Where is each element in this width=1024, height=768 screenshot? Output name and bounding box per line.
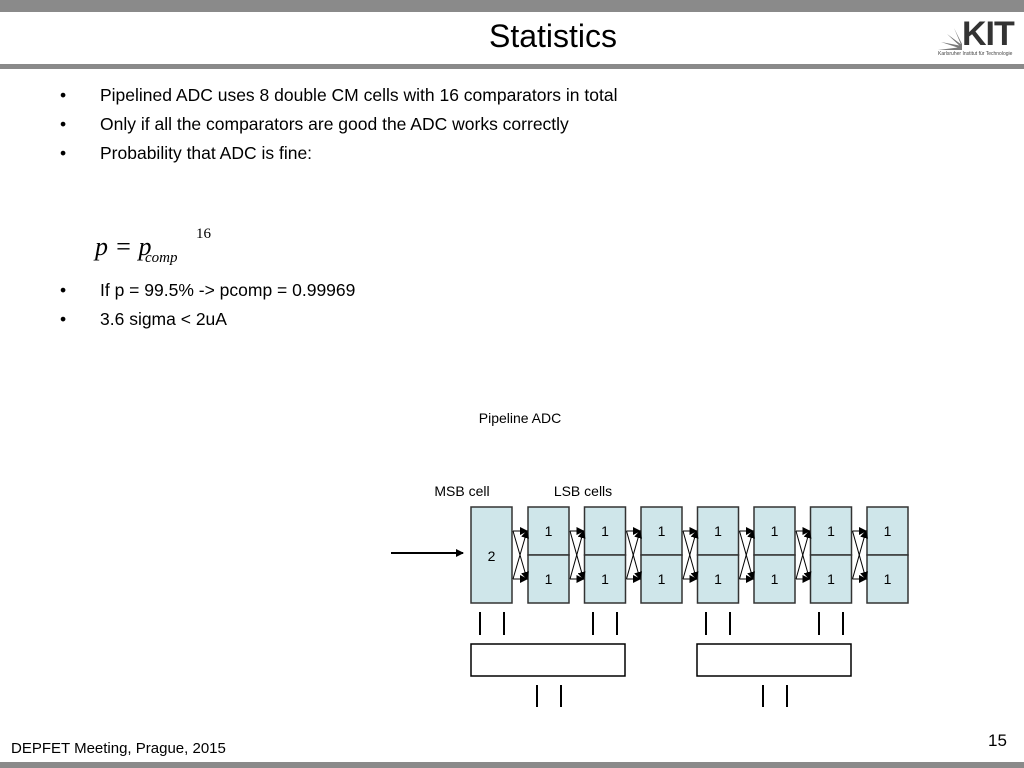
lsb-cells-group: [513, 507, 908, 603]
msb-cell-label: MSB cell: [434, 483, 490, 499]
bullet-item: • Pipelined ADC uses 8 double CM cells with 16 comparators in total: [58, 81, 617, 110]
bullet-item: • Only if all the comparators are good the ADC works correctly: [58, 110, 617, 139]
formula-main: p = p: [95, 232, 152, 261]
kit-logo-tagline: Karlsruher Institut für Technologie: [938, 51, 1013, 57]
footer-meeting: DEPFET Meeting, Prague, 2015: [11, 740, 226, 757]
page-number: 15: [988, 731, 1007, 750]
bullet-item: • 3.6 sigma < 2uA: [58, 305, 355, 334]
bottom-decoration-bar: [0, 762, 1024, 768]
formula-superscript: 16: [196, 226, 211, 242]
bullet-item: • If p = 99.5% -> pcomp = 0.99969: [58, 276, 355, 305]
output-block: [471, 644, 625, 676]
formula-subscript: comp: [145, 250, 178, 266]
lsb-cell-top-value: 1: [770, 523, 779, 539]
lsb-cell-top-value: 1: [601, 523, 609, 539]
kit-logo-wordmark: KIT: [962, 15, 1014, 53]
lsb-cell-bottom-value: 1: [544, 571, 553, 587]
lsb-cell-top-value: 1: [827, 523, 835, 539]
slide-title: Statistics: [488, 18, 618, 54]
lsb-cell-bottom-value: 1: [770, 571, 779, 587]
output-block: [697, 644, 851, 676]
lsb-cell-bottom-value: 1: [827, 571, 835, 587]
diagram-title: Pipeline ADC: [478, 410, 562, 426]
lsb-cells-label: LSB cells: [553, 483, 613, 499]
msb-cell-value: 2: [487, 548, 496, 564]
bullet-item: • Probability that ADC is fine:: [58, 139, 617, 168]
lsb-cell-top-value: 1: [544, 523, 553, 539]
lsb-cell-top-value: 1: [883, 523, 892, 539]
output-bus-group: [471, 612, 851, 707]
lsb-cell-top-value: 1: [714, 523, 722, 539]
lsb-cell-bottom-value: 1: [601, 571, 609, 587]
lsb-cell-bottom-value: 1: [883, 571, 892, 587]
lsb-cell-bottom-value: 1: [657, 571, 666, 587]
lsb-cell-top-value: 1: [657, 523, 666, 539]
lsb-cell-bottom-value: 1: [714, 571, 722, 587]
